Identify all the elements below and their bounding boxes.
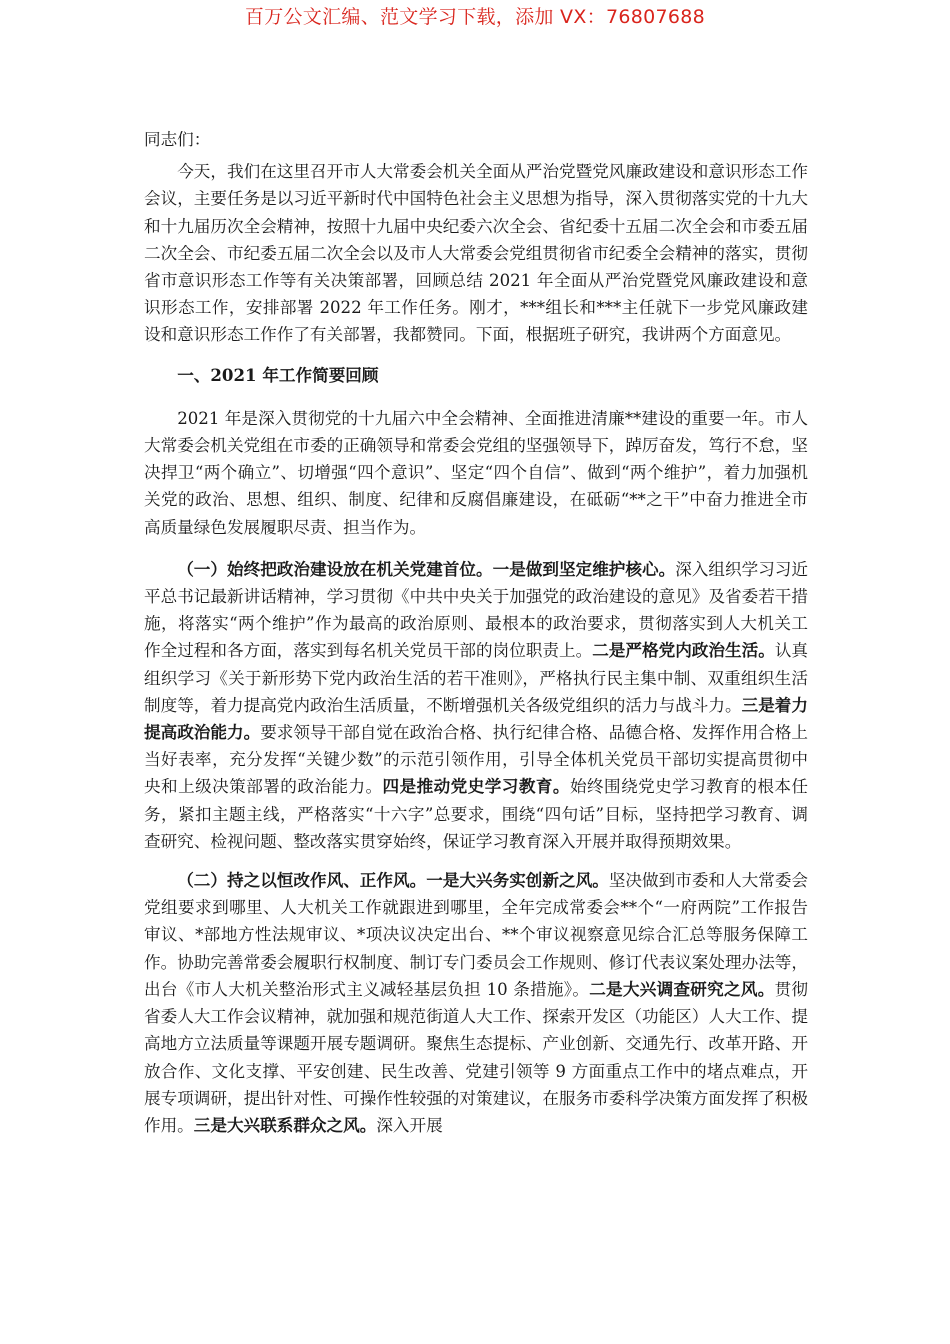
bold-lead: 二是大兴调查研究之风。 <box>589 978 775 999</box>
salutation: 同志们： <box>144 130 211 149</box>
body-text: 深入开展 <box>376 1115 443 1135</box>
download-banner: 百万公文汇编、范文学习下载，添加 VX：76807688 <box>244 6 706 28</box>
bold-lead: 二是严格党内政治生活。 <box>592 640 775 661</box>
body-text: 贯彻省委人大工作会议精神，就加强和规范街道人大工作、探索开发区（功能区）人大工作、提高地方立法质量等课题开展专题调研。聚焦生态提标、产业创新、交通先行、改革开路、开放合作、文化支撑、平安创建、民生改善、党建引领等 9 方面重点工作中的堵点难点，开展专项调研，提出针对性、可操作性较强的对策建议，在服务市委科学决策方面发挥了积极作用。 <box>144 979 809 1135</box>
political-building-paragraph <box>144 556 808 855</box>
section-intro-paragraph: 2021 年是深入贯彻党的十九届六中全会精神、全面推进清廉**建设的重要一年。市人大常委会机关党组在市委的正确领导和常委会党组的坚强领导下，踔厉奋发，笃行不怠，坚决捍卫“两个确立”、切增强“四个意识”、坚定“四个自信”、做到“两个维护”，着力加强机关党的政治、思想、组织、制度、纪律和反腐倡廉建设，在砥砺“**之干”中奋力推进全市高质量绿色发展履职尽责、担当作为。 <box>144 408 808 537</box>
document-body <box>144 126 808 1139</box>
body-text: 认真组织学习《关于新形势下党内政治生活的若干准则》，严格执行民主集中制、双重组织生活制度等，着力提高党内政治生活质量，不断增强机关各级党组织的活力与战斗力。 <box>144 641 809 715</box>
body-text: 要求领导干部自觉在政治合格、执行纪律合格、品德合格、发挥作用合格上当好表率，充分发挥“关键少数”的示范引领作用，引导全体机关党员干部切实提高贯彻中央和上级决策部署的政治能力。 <box>144 723 808 797</box>
work-style-paragraph <box>144 867 808 1139</box>
bold-lead: （二）持之以恒改作风、正作风。一是大兴务实创新之风。 <box>177 870 609 891</box>
bold-lead: 三是大兴联系群众之风。 <box>193 1114 377 1135</box>
body-text: 坚决做到市委和人大常委会党组要求到哪里、人大机关工作就跟进到哪里，全年完成常委会**个“一府两院”工作报告审议、*部地方性法规审议、*项决议决定出台、**个审议视察意见综合汇总等服务保障工作。协助完善常委会履职行权制度、制订专门委员会工作规则、修订代表议案处理办法等，出台《市人大机关整治形式主义减轻基层负担 10 条措施》。 <box>144 871 809 999</box>
body-text: 始终围绕党史学习教育的根本任务，紧扣主题主线，严格落实“十六字”总要求，围绕“四句话”目标，坚持把学习教育、调查研究、检视问题、整改落实贯穿始终，保证学习教育深入开展并取得预期效果。 <box>144 777 809 851</box>
bold-lead: （一）始终把政治建设放在机关党建首位。一是做到坚定维护核心。 <box>177 558 676 579</box>
body-text: 深入组织学习习近平总书记最新讲话精神，学习贯彻《中共中央关于加强党的政治建设的意见》及省委若干措施，将落实“两个维护”作为最高的政治原则、最根本的政治要求，贯彻落实到人大机关工作全过程和各方面，落实到每名机关党员干部的岗位职责上。 <box>144 559 809 661</box>
bold-lead: 四是推动党史学习教育。 <box>382 776 570 797</box>
section-heading: 一、2021 年工作简要回顾 <box>177 364 379 385</box>
bold-lead: 三是着力提高政治能力。 <box>144 694 809 743</box>
intro-paragraph: 今天，我们在这里召开市人大常委会机关全面从严治党暨党风廉政建设和意识形态工作会议，主要任务是以习近平新时代中国特色社会主义思想为指导，深入贯彻落实党的十九大和十九届历次全会精神，按照十九届中央纪委六次全会、省纪委十五届二次全会和市委五届二次全会、市纪委五届二次全会以及市人大常委会党组贯彻省市纪委全会精神的落实，贯彻省市意识形态工作等有关决策部署，回顾总结 2021 年全面从严治党暨党风廉政建设和意识形态工作，安排部署 2022 年工作任务。刚才，***组长和***主任就下一步党风廉政建设和意识形态工作作了有关部署，我都赞同。下面，根据班子研究，我讲两个方面意见。 <box>144 162 808 345</box>
